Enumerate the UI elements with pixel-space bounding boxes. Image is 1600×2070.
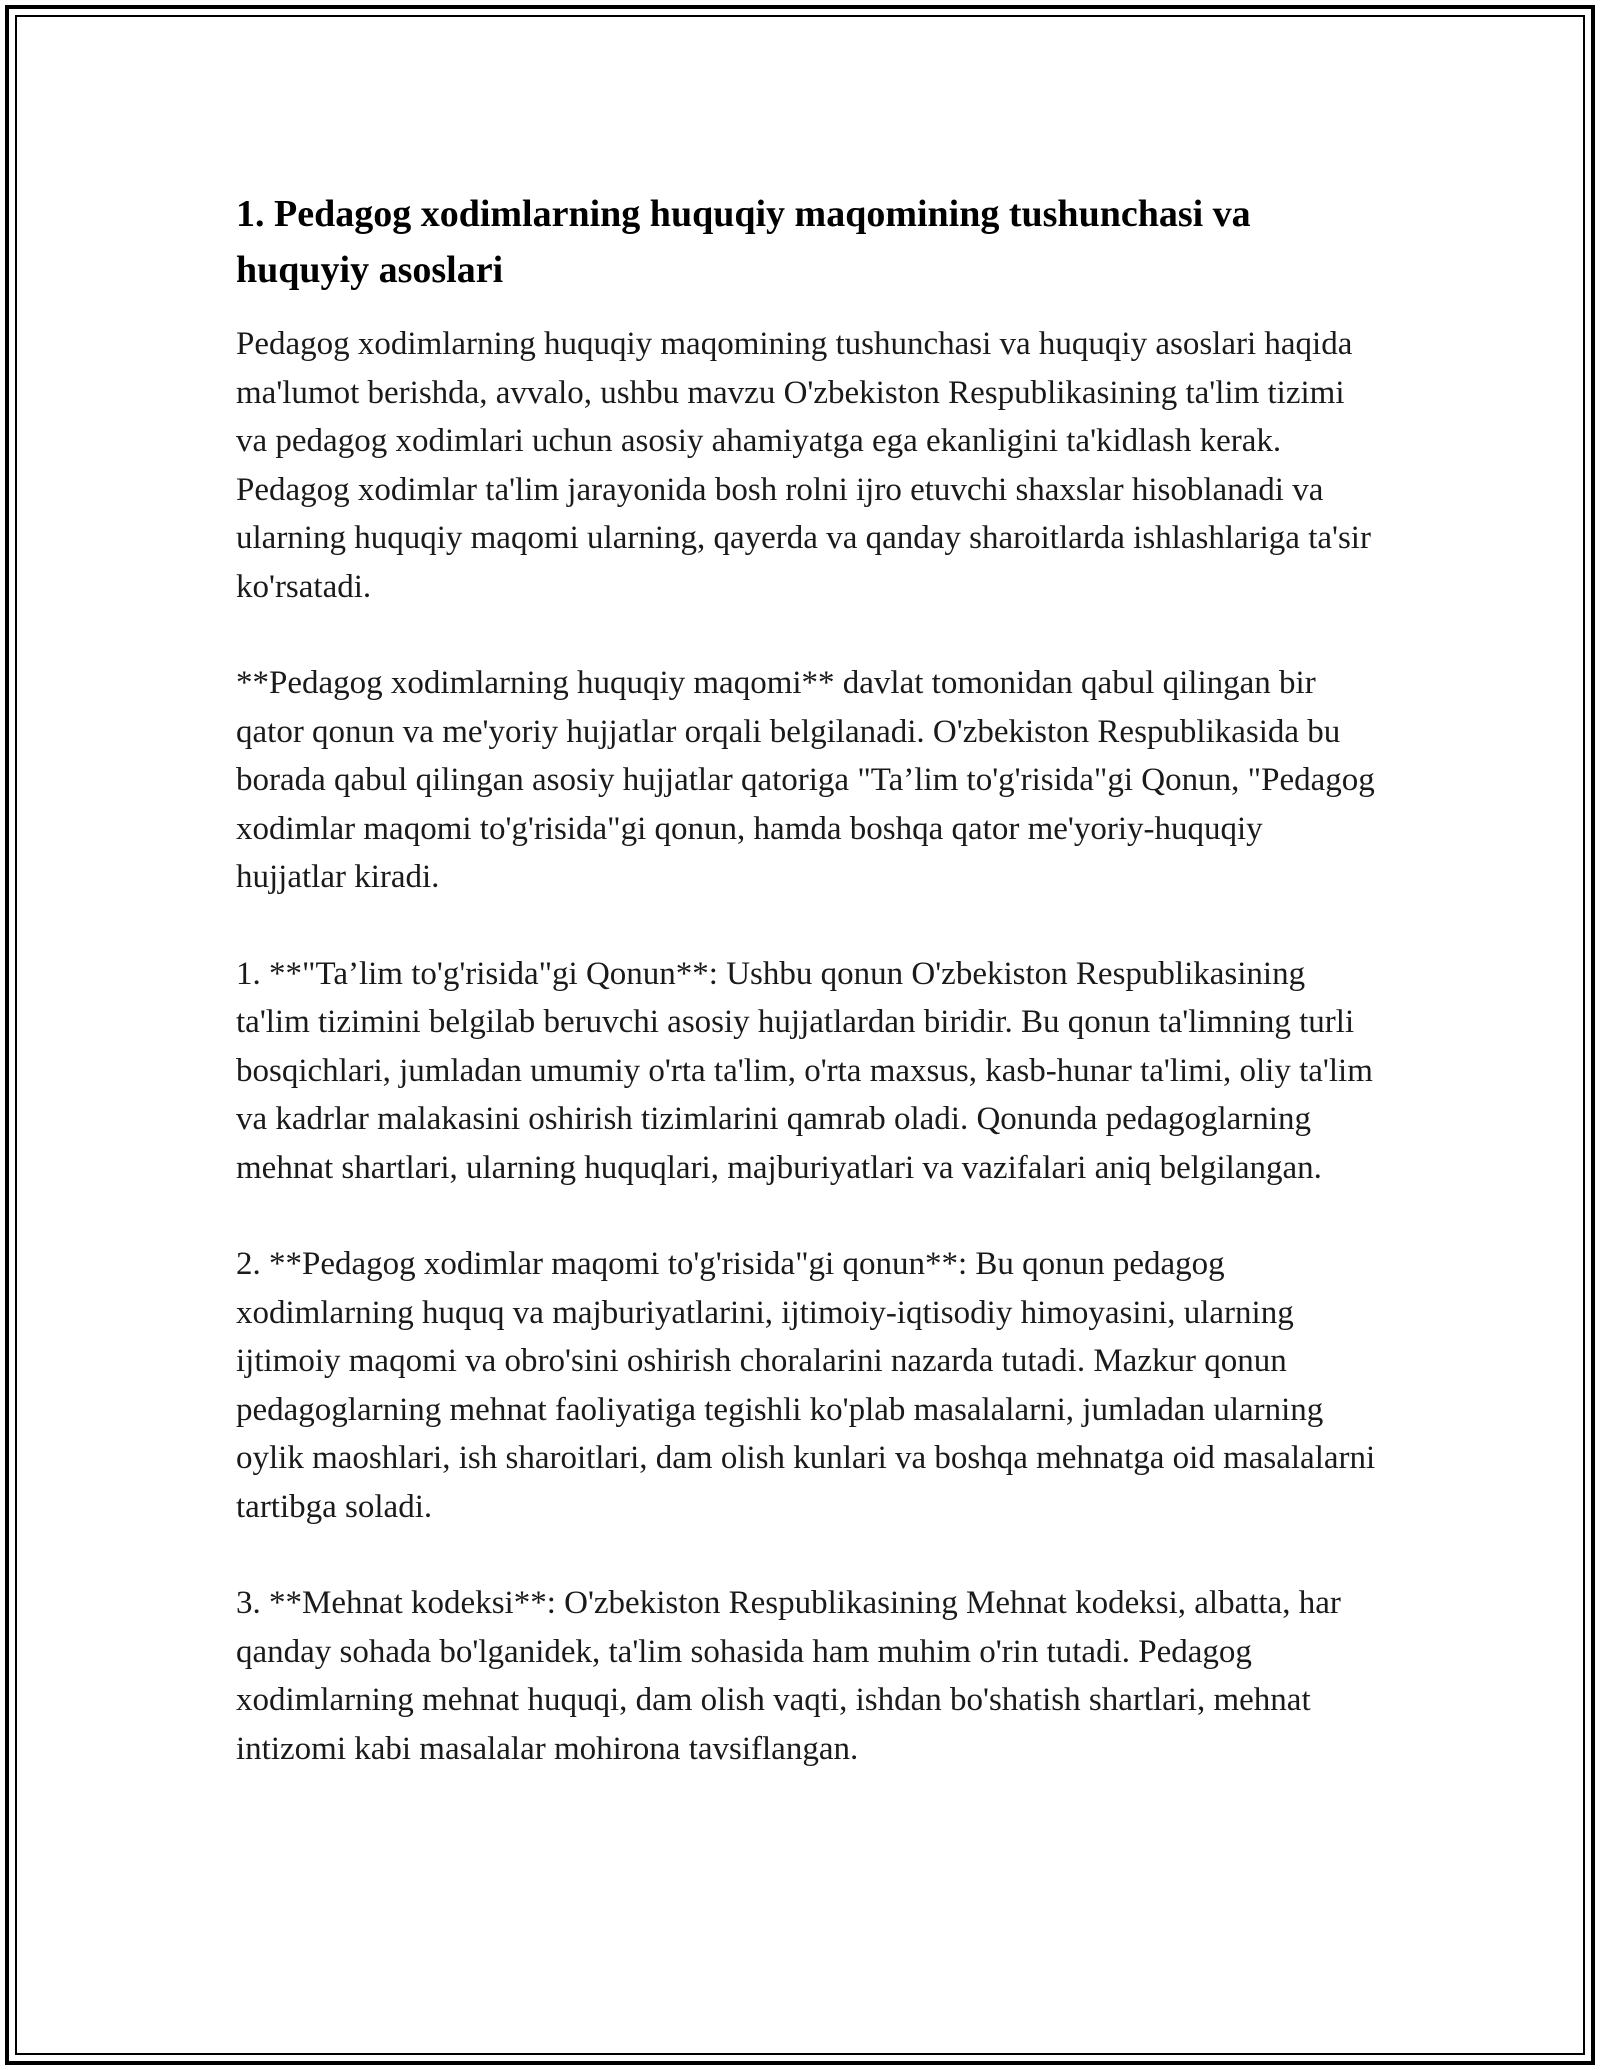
paragraph-labor-code: 3. **Mehnat kodeksi**: O'zbekiston Respublikasining Mehnat kodeksi, albatta, har qanday sohada bo'lganidek, ta'lim sohasida ham muhim o'rin tutadi. Pedagog xodimlarning mehnat huquqi, dam olish vaqti, ishdan bo'shatish shartlari, mehnat intizomi kabi masalalar mohirona tavsiflangan. — [236, 1585, 1341, 1767]
document-title: 1. Pedagog xodimlarning huquqiy maqomining tushunchasi va huquyiy asoslari — [236, 193, 1251, 291]
paragraph-education-law: 1. **"Ta’lim to'g'risida"gi Qonun**: Ushbu qonun O'zbekiston Respublikasining ta'lim tizimini belgilab beruvchi asosiy hujjatlardan biridir. Bu qonun ta'limning turli bosqichlari, jumladan umumiy o'rta ta'lim, o'rta maxsus, kasb-hunar ta'limi, oliy ta'lim va kadrlar malakasini oshirish tizimlarini qamrab oladi. Qonunda pedagoglarning mehnat shartlari, ularning huquqlari, majburiyatlari va vazifalari aniq belgilangan. — [236, 955, 1373, 1186]
document-body — [236, 186, 1376, 1773]
paragraph-status-law: 2. **Pedagog xodimlar maqomi to'g'risida"gi qonun**: Bu qonun pedagog xodimlarning huquq va majburiyatlarini, ijtimoiy-iqtisodiy himoyasini, ularning ijtimoiy maqomi va obro'sini oshirish choralarini nazarda tutadi. Mazkur qonun pedagoglarning mehnat faoliyatiga tegishli ko'plab masalalarni, jumladan ularning oylik maoshlari, ish sharoitlari, dam olish kunlari va boshqa mehnatga oid masalalarni tartibga soladi. — [236, 1246, 1376, 1525]
paragraph-legal-status: **Pedagog xodimlarning huquqiy maqomi** davlat tomonidan qabul qilingan bir qator qonun va me'yoriy hujjatlar orqali belgilanadi. O'zbekiston Respublikasida bu borada qabul qilingan asosiy hujjatlar qatoriga "Ta’lim to'g'risida"gi Qonun, "Pedagog xodimlar maqomi to'g'risida"gi qonun, hamda boshqa qator me'yoriy-huquqiy hujjatlar kiradi. — [236, 665, 1375, 895]
paragraph-intro: Pedagog xodimlarning huquqiy maqomining tushunchasi va huquqiy asoslari haqida ma'lumot berishda, avvalo, ushbu mavzu O'zbekiston Respublikasining ta'lim tizimi va pedagog xodimlari uchun asosiy ahamiyatga ega ekanligini ta'kidlash kerak. Pedagog xodimlar ta'lim jarayonida bosh rolni ijro etuvchi shaxslar hisoblanadi va ularning huquqiy maqomi ularning, qayerda va qanday sharoitlarda ishlashlariga ta'sir ko'rsatadi. — [236, 326, 1371, 605]
